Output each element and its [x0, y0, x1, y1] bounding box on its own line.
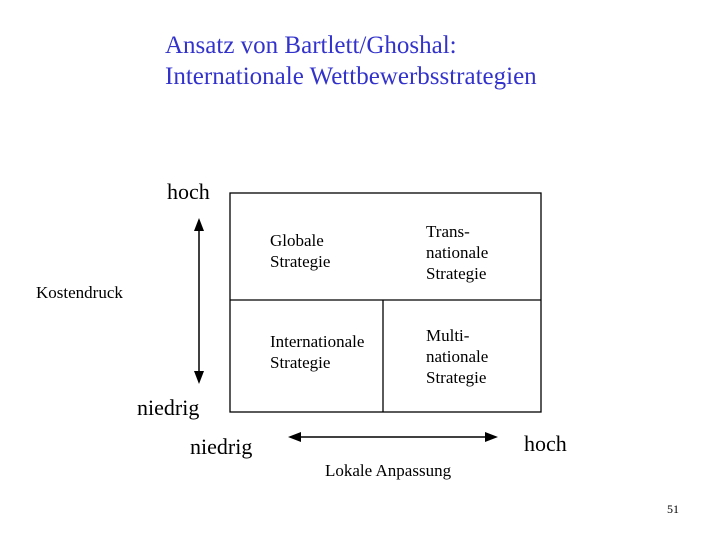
- cell-internationale-strategie: Internationale Strategie: [270, 332, 365, 372]
- cell-multinationale-strategie: Multi- nationale Strategie: [426, 326, 489, 387]
- page-number: 51: [667, 502, 679, 516]
- x-axis-high-label: hoch: [524, 431, 567, 456]
- y-axis-low-label: niedrig: [137, 395, 200, 420]
- x-axis-low-label: niedrig: [190, 434, 253, 459]
- y-axis-label: Kostendruck: [36, 283, 123, 302]
- y-axis-double-arrow: [194, 218, 204, 384]
- y-axis-high-label: hoch: [167, 179, 210, 204]
- title-line-2: Internationale Wettbewerbsstrategien: [165, 63, 537, 90]
- cell-globale-strategie: Globale Strategie: [270, 231, 331, 271]
- x-axis-double-arrow: [288, 432, 498, 442]
- matrix-frame: [230, 193, 541, 412]
- x-axis-label: Lokale Anpassung: [325, 461, 452, 480]
- title-line-1: Ansatz von Bartlett/Ghoshal:: [165, 32, 457, 59]
- cell-transnationale-strategie: Trans- nationale Strategie: [426, 222, 489, 283]
